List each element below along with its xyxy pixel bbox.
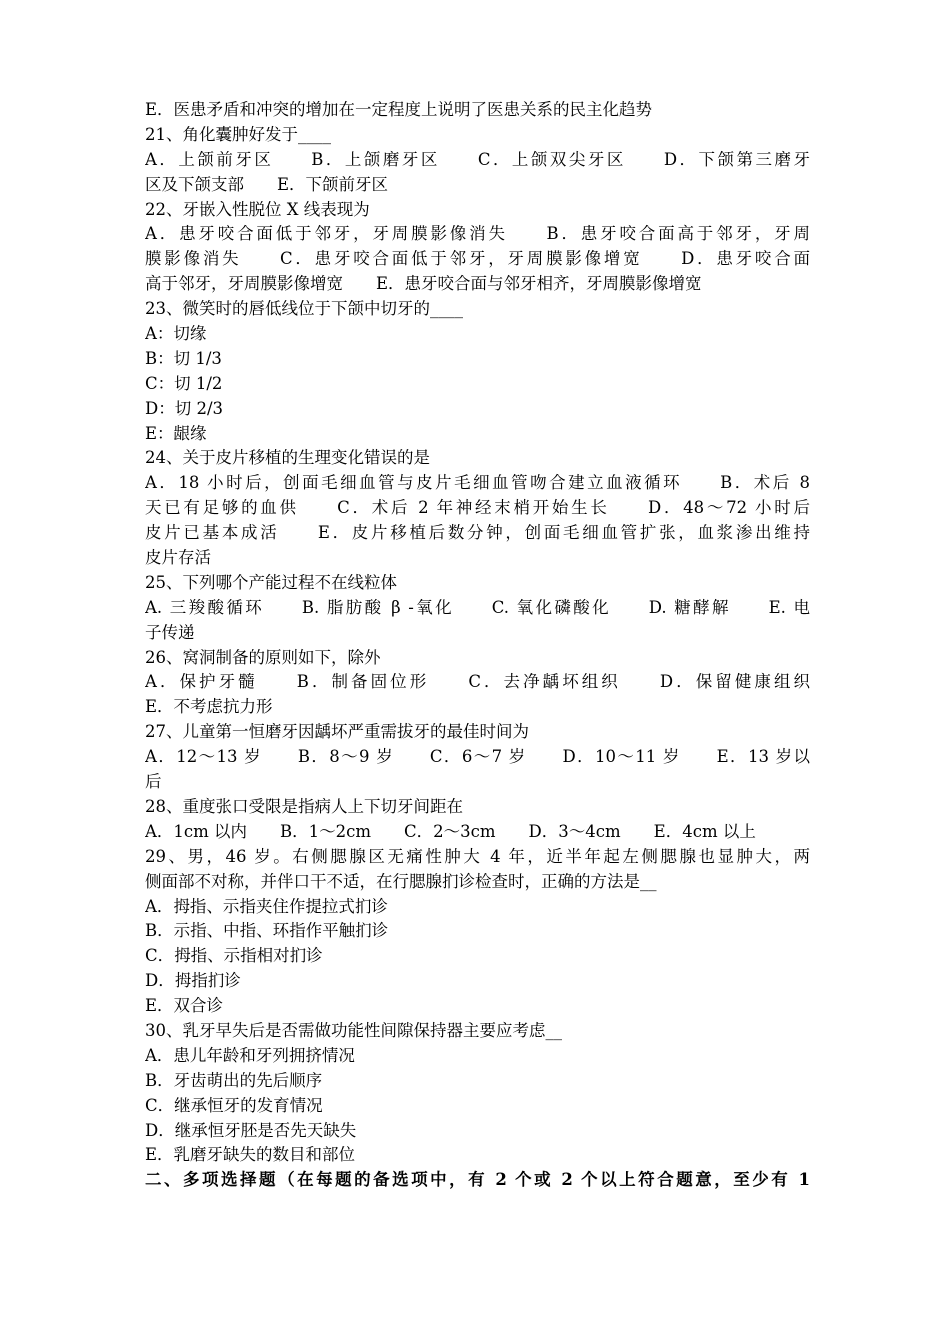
question-stem: 24、关于皮片移植的生理变化错误的是 [145,448,430,468]
option-item: D．拇指扪诊 [145,971,241,991]
options-line: A．18 小时后，创面毛细血管与皮片毛细血管吻合建立血液循环 B．术后 8 [145,473,810,493]
question-stem: 30、乳牙早失后是否需做功能性间隙保持器主要应考虑__ [145,1020,562,1040]
option-item: D：切 2/3 [145,398,224,418]
options-line: A．保护牙髓 B．制备固位形 C．去净龋坏组织 D．保留健康组织 [145,672,810,692]
options-line: 膜影像消失 C．患牙咬合面低于邻牙，牙周膜影像增宽 D．患牙咬合面 [145,249,810,269]
option-item: B．示指、中指、环指作平触扪诊 [145,921,389,941]
option-item: D．继承恒牙胚是否先天缺失 [145,1120,357,1140]
question-stem: 29、男，46 岁。右侧腮腺区无痛性肿大 4 年，近半年起左侧腮腺也显肿大，两 [145,846,810,866]
options-line: 区及下颌支部 E．下颌前牙区 [145,174,389,194]
question-stem: 25、下列哪个产能过程不在线粒体 [145,572,397,592]
options-line: 皮片存活 [145,548,211,568]
option-item: C：切 1/2 [145,373,223,393]
question-stem: 22、牙嵌入性脱位 X 线表现为 [145,199,370,219]
option-item: A．拇指、示指夹住作提拉式扪诊 [145,896,388,916]
section-heading: 二、多项选择题（在每题的备选项中，有 2 个或 2 个以上符合题意，至少有 1 [145,1170,810,1190]
question-stem: 21、角化囊肿好发于____ [145,124,331,144]
options-line: A．上颌前牙区 B．上颌磨牙区 C．上颌双尖牙区 D．下颌第三磨牙 [145,149,810,169]
option-item: E．乳磨牙缺失的数目和部位 [145,1145,356,1165]
option-item: A．患儿年龄和牙列拥挤情况 [145,1045,355,1065]
option-item: C．继承恒牙的发育情况 [145,1095,323,1115]
text-line: E．医患矛盾和冲突的增加在一定程度上说明了医患关系的民主化趋势 [145,100,653,119]
options-line: A. 三羧酸循环 B. 脂肪酸 β -氧化 C. 氧化磷酸化 D. 糖酵解 E. 电 [145,597,810,617]
options-line: A．患牙咬合面低于邻牙，牙周膜影像消失 B．患牙咬合面高于邻牙，牙周 [145,224,810,244]
options-line: A．12～13 岁 B．8～9 岁 C．6～7 岁 D．10～11 岁 E．13 岁以 [145,747,810,767]
option-item: E：龈缘 [145,423,207,443]
options-line: E．不考虑抗力形 [145,697,273,717]
options-line: 后 [145,772,162,792]
question-stem: 27、儿童第一恒磨牙因龋坏严重需拔牙的最佳时间为 [145,722,529,742]
option-item: B：切 1/3 [145,348,222,368]
question-stem: 23、微笑时的唇低线位于下颌中切牙的____ [145,299,463,319]
question-stem: 侧面部不对称，并伴口干不适，在行腮腺扪诊检查时，正确的方法是__ [145,871,657,891]
option-item: E．双合诊 [145,996,224,1016]
question-stem: 28、重度张口受限是指病人上下切牙间距在 [145,796,463,816]
options-line: 皮片已基本成活 E．皮片移植后数分钟，创面毛细血管扩张，血浆渗出维持 [145,523,810,543]
option-item: A：切缘 [145,324,207,344]
option-item: C．拇指、示指相对扪诊 [145,946,323,966]
question-stem: 26、窝洞制备的原则如下，除外 [145,647,381,667]
options-line: 子传递 [145,622,195,642]
options-line: A．1cm 以内 B．1～2cm C．2～3cm D．3～4cm E．4cm 以上 [145,821,756,841]
options-line: 天已有足够的血供 C．术后 2 年神经末梢开始生长 D．48～72 小时后 [145,498,810,518]
document-page [145,98,810,1193]
option-item: B．牙齿萌出的先后顺序 [145,1070,323,1090]
options-line: 高于邻牙，牙周膜影像增宽 E．患牙咬合面与邻牙相齐，牙周膜影像增宽 [145,274,702,294]
